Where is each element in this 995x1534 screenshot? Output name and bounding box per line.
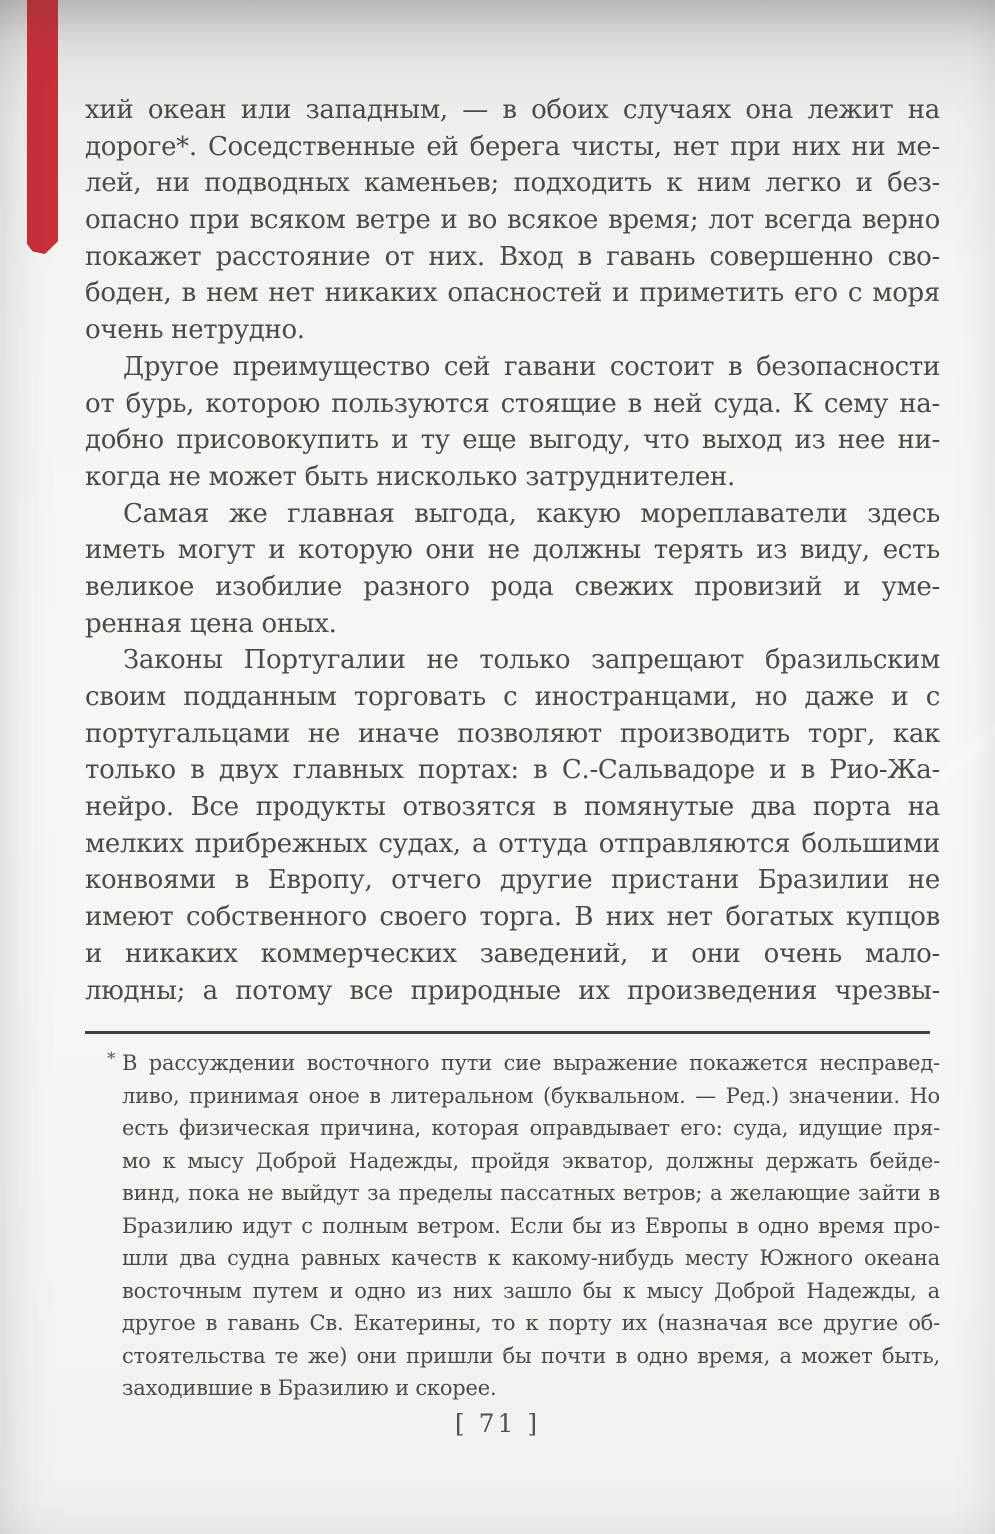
footnote-line: ливо, принимая оное в литеральном (буквальном. — Ред.) значении. Но (122, 1083, 940, 1108)
body-text-line: добно присовокупить и ту еще выгоду, что выход из нее ни- (85, 425, 940, 456)
body-text-line: опасно при всяком ветре и во всякое время; лот всегда верно (85, 205, 940, 236)
footnote-marker: * (107, 1049, 116, 1069)
body-text-line: Самая же главная выгода, какую мореплаватели здесь (123, 498, 940, 529)
footnote-line (107, 1047, 940, 1080)
body-text-line: португальцами не иначе позволяют производить торг, как (85, 718, 940, 749)
footnote-line: шли два судна равных качеств к какому-нибудь месту Южного океана (122, 1246, 940, 1270)
footnote-line: стоятельства те же) они пришли бы почти в одно время, а может быть, (122, 1343, 940, 1368)
body-text-line: Законы Португалии не только запрещают бразильским (123, 645, 940, 676)
footnote-line: заходившие в Бразилию и скорее. (122, 1376, 497, 1400)
page-number: [ 71 ] (454, 1409, 541, 1438)
body-text-line: когда не может быть нисколько затруднителен. (85, 461, 735, 492)
body-text-line: конвоями в Европу, отчего другие пристани Бразилии не (85, 865, 940, 896)
footnote-line: другое в гавань Св. Екатерины, то к порту их (назначая все другие об- (122, 1311, 940, 1335)
body-text-line: очень нетрудно. (85, 315, 305, 346)
body-text-line: имеют собственного своего торга. В них нет богатых купцов (85, 902, 940, 933)
body-text-line: великое изобилие разного рода свежих провизий и уме- (85, 571, 940, 602)
body-text-line: иметь могут и которую они не должны терять из виду, есть (85, 535, 940, 566)
body-text-line: боден, в нем нет никаких опасностей и приметить его с моря (85, 278, 940, 309)
body-text-line: людны; а потому все природные их произведения чрезвы- (85, 975, 940, 1006)
footnote-line-text: В рассуждении восточного пути сие выражение покажется несправед- (122, 1051, 940, 1075)
body-text-line: хий океан или западным, — в обоих случаях она лежит на (85, 95, 940, 125)
body-text-line: нейро. Все продукты отвозятся в помянутые два порта на (85, 792, 940, 823)
footnote-divider (85, 1031, 930, 1034)
body-text-line: лей, ни подводных каменьев; подходить к ним легко и без- (85, 168, 940, 199)
red-ribbon-artifact (27, 0, 58, 254)
body-text-line: только в двух главных портах: в С.-Сальвадоре и в Рио-Жа- (85, 755, 940, 786)
body-text-line: от бурь, которою пользуются стоящие в ней суда. К сему на- (85, 388, 940, 419)
body-text-line: Другое преимущество сей гавани состоит в безопасности (123, 351, 940, 382)
footnote-line: есть физическая причина, которая оправдывает его: суда, идущие пря- (122, 1116, 940, 1140)
footnote (107, 1047, 940, 1405)
body-text (85, 92, 940, 1009)
body-text-line: дороге*. Соседственные ей берега чисты, нет при них ни ме- (85, 131, 940, 162)
footnote-line: восточным путем и одно из них зашло бы к мысу Доброй Надежды, а (122, 1278, 940, 1303)
body-text-line: своим подданным торговать с иностранцами, но даже и с (85, 682, 940, 712)
footnote-line: винд, пока не выйдут за пределы пассатных ветров; а желающие зайти в (122, 1181, 940, 1205)
footnote-line: мо к мысу Доброй Надежды, пройдя экватор, должны держать бейде- (122, 1148, 940, 1173)
scratch-artifact (940, 717, 995, 780)
body-text-line: мелких прибрежных судах, а оттуда отправляются большими (85, 828, 940, 859)
body-text-line: ренная цена оных. (85, 608, 337, 639)
body-text-line: покажет расстояние от них. Вход в гавань совершенно сво- (85, 241, 940, 272)
footnote-line: Бразилию идут с полным ветром. Если бы из Европы в одно время про- (122, 1213, 940, 1238)
body-text-line: и никаких коммерческих заведений, и они очень мало- (85, 938, 940, 969)
